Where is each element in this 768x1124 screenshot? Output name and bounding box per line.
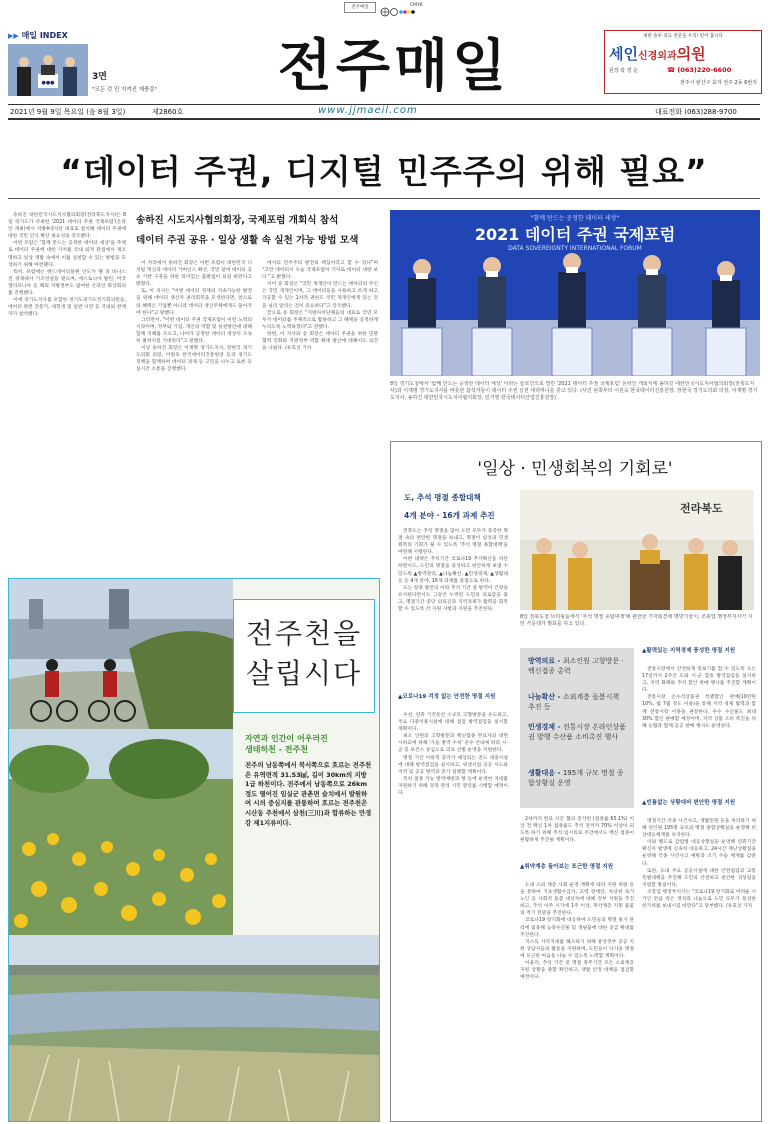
clinic-tagline: 새한 솔루 의료 전문을 우리! 믿어 봅니다 — [643, 34, 723, 39]
clinic-phone: ☎ (063)220-6600 — [667, 66, 732, 74]
index-desc: "모든 것 민 지켜진 재충몽" — [92, 87, 158, 93]
ad-body-text: 전주의 남동쪽에서 북서쪽으로 흐르는 전주천은 유역면적 31.53㎢, 길이 30km의 지방 1급 하천이다. 전주에서 남동쪽으로 26km 정도 떨어진 임실군 관촌면 슬치에서 발원하여 시의 중심지를 관통하여 흐르는 전주천은 시산동 주천에서 삼천(三川)과 합류하는 만경강 제1지류이다. — [245, 761, 372, 827]
issue-date: 2021년 9월 9일 목요일 (음 8월 3일) — [10, 108, 126, 116]
main-subhead-1: 송하진 시도지사협의회장, 국제포럼 개회식 참석 — [136, 215, 339, 226]
side-subhead-1: 도, 추석 명절 종합대책 — [404, 493, 481, 502]
masthead-title: 전주매일 — [277, 34, 511, 99]
index-page: 3면 — [92, 72, 107, 82]
cyclists-photo — [9, 579, 233, 729]
issue-number: 제2860호 — [152, 108, 184, 116]
cmyk-label: CMYK — [410, 3, 423, 8]
svg-text:●●●: ●●● — [41, 80, 55, 86]
print-tag: 전주매일 — [344, 2, 376, 13]
briefing-sign: 전라북도 — [680, 502, 723, 515]
summary-item-1: 방역의료 - 최소인원 고향방문 · 백신접종 총력 — [528, 657, 624, 675]
summary-item-2: 나눔확산 - 소외계층 돌봄시책 추진 등 — [528, 693, 620, 711]
forum-photo-caption: 8일 경기도청에서 '함께 만드는 공정한 데이터 세상' 이라는 슬로건으로 열린 '2021 데이터 주권 국제포럼' 온라인 개회식에 송하진 대한민국시도지사협의회장(전북도지사)과 이재명 경기도지사를 비롯한 참석자들이 데이터 주권 실천 세리머니를 갖고 있다. (사진 왼쪽부터 이원욱 한국데이터진흥원장, 장현국 경기도의회 의장, 이재명 경기도지사, 송하진 대한민국시도지사협의회장, 민기영 한국데이터산업진흥원장) — [390, 381, 758, 401]
briefing-photo-caption: 8일 전북도청 브리핑룸에서 '추석 명절 종합대책'에 관한한 기자회견에 명방기술이, 조봉업 행정부지사가 시민 가운데가 발표를 하고 있다. — [520, 614, 753, 627]
index-photo — [8, 44, 88, 96]
main-article-col3: 에서의 민주주의 발전의 핵심이라고 할 수 있다"며 "고만 데이터시 오늘 국제포럼이 기자로 데이터 대한 보다 "고 밝혔다. 이어 송 회장은 "국민 개개인이 만드는 데이터의 주인은 국민 개개인이며, 그 데이터들을 사용하고 쓰게 하고 가공할 수 있는 1차적 권한도 국민 개개인에게 있는 것을 널리 알리는 것이 중요하다"고 강조했다. 끝으로 송 회장은 "지방자치단체들의 대표로 국민 모두가 데이터를 주체적으로 활용하고 그 혜택을 공정하게 누리도록 노력하겠다"고 전했다. 한편, 이 지사와 송 회장은 데이터 주권을 위한 민관 협력 강화와 지방정부 역할 확대 방안에 대해서도 의견을 나눴다. /유효상 기자 — [262, 261, 378, 352]
main-headline: “데이터 주권, 디지털 민주주의 위해 필요” — [60, 152, 708, 191]
section-head-welfare: ▲취약계층 돌아보는 포근한 명절 지원 — [520, 864, 614, 870]
main-article-col1: 송하진 대한민국시도지사협의회장(전라북도지사)은 8일 경기도가 주최한 '2021 데이터 주권 국제포럼'(온라인 개최)에서 지방4대지단 대표로 참석해 데이터 주권에 대한 국민 인식 확산 필요성을 강조했다. 이번 포럼은 '함께 만드는 공정한 데이터 세상'을 주제로 데이터 주권에 대한 가치를 국내 외적 관점에서 재조명하고 일상 생활 속에서 이를 실천할 수 있는 방법을 모색하기 위해 마련됐다. 특히, 포럼에는 랜드데이터플랜 인도카 헬 피 바나스 전 경제대사 기조연설을 맡으며, 에스토니아 탈린, 미국 캘리포니아 등 해외 지방정부도 참여한 온라인 화상회의를 진행했다. 이에 경기도지사를 포함한 경기도경기도정기회의원들, 데이터 관련 전문가, 대학생 및 일반 시민 등 국내외 관계자가 참석했다. — [8, 213, 126, 318]
summary-box — [520, 648, 634, 808]
forum-photo — [390, 210, 760, 376]
section-text-covid: 우선, 연휴 기간동안 소규모 고향방문을 유도하고, 주요 다중이용시설에 대해 점검 방역점검을 실시할 계획이다. 최소 인원의 고향방문과 백신접종 완료자의 대면 시하교에 위해 '가을 방역 수칙' 준수 안내에 따라 시·군 및 보건소 중심으로 의료 선별 운영을 지원한다. 명절 기간 이용객 증가가 예상되는 전도 대중시설에 대해 방역점검을 실시하고, 위생서업 공공 시도와 지역 및 공공 방역과 증가 실행할 계획이다. 특히 접종 가능 방역예방과 행 등에 운영한 지대를 지원하기 위해 경정 관리 시민 관리를 시행할 예정이다. — [398, 713, 508, 797]
ad-subtitle: 자연과 인간이 어우러진 생태하천 - 전주천 — [245, 734, 328, 754]
middle-text: 2차까지 완료 시간 협의 증가된 (접종률 65.1%) 이상 전 백신 1차 접종률도 추석 전까지 70% 이상이 되도록 하기 위해 추석 임시의료 주간에서도 백신 접종이 원활하게 추진될 계획이다. — [520, 817, 634, 844]
summary-item-4: 생활대응 - 195개 규모 명절 종합상황실 운영 — [528, 769, 624, 787]
index-label: ▶▶ 매일 INDEX — [8, 31, 68, 40]
main-phone: 대표전화 (063)288-9700 — [655, 108, 737, 116]
banner-title: 2021 데이터 주권 국제포럼 — [474, 225, 676, 244]
date-bar-bottom-rule — [8, 118, 760, 120]
section-text-welfare: 도내 소외 계층 사회 운영 계획에 따라 지원 위원 등을 통하여 기초생활수급자, 고령 장애인, 차상위 독거노인 등 사회적 돌봄 대상자에 대해 정부 지원을 추진하고, 추석 이주 시기에 1주 이상, 취약계층 지원 물품의 적기 전달을 추진한다. 코로나19 장기화에 대응하여 도민들의 명절 물가 관리에 집중해 농축수산물 및 생필품에 대한 공급 확대를 추진한다. 지소득 사각지대를 해소하기 위해 중앙정부 공공 지원 상담사들의 활동을 지원하며, 도민들이 다가올 명절에 포근한 마음을 나눌 수 있도록 노력할 계획이다. 아울러, 추석 기간 중 명절 휴무기간 모든 소외계층 지원 상황을 종합 확인하고, 생활 안정 대책을 점검할 예정이다. — [520, 883, 634, 981]
double-arrow-icon: ▶▶ — [8, 32, 19, 40]
ad-title-line1: 전주천을 — [245, 617, 363, 650]
clinic-director: 원장 곽 경 운 — [609, 68, 638, 74]
section-text-economy: 전통시장에서 안전하게 장보기를 할 수 있도록 오는 17일까지 2주간 도와 시·군 합동 방역점검을 실시하고, 지역 화폐와 추석 할인 판매 행사를 추진할 계획이다. 전통시장 온누리상품권 특별할인 판매(10만원 10%, 월 7월 정도 이용)을 통해 지역 경제 활력과 함께 전통시장 이용을 권장한다. 우수 수산물도 최대 30% 할인 판매할 예정이며, 지역 상품 소비 촉진을 위해 농협과 함께 공공 판매 행사도 운영한다. — [642, 667, 756, 729]
flowers-photo — [9, 729, 233, 935]
side-headline: '일상 · 민생회복의 기회로' — [477, 459, 673, 479]
ad-title-box — [233, 599, 375, 713]
river-photo — [9, 935, 379, 1121]
banner-english: DATA SOVEREIGNTY INTERNATIONAL FORUM — [508, 245, 642, 252]
site-url[interactable]: www.jjmaeil.com — [318, 105, 418, 116]
briefing-photo — [520, 490, 754, 610]
ad-title-line2: 살립시다 — [245, 657, 363, 690]
section-head-covid: ▲코로나19 걱정 없는 안전한 명절 지원 — [398, 694, 496, 700]
main-subhead-2: 데이터 주권 공유 · 일상 생활 속 실천 가능 방법 모색 — [136, 235, 359, 246]
river-campaign-ad — [8, 578, 380, 1122]
section-head-readiness: ▲빈틈없는 상황대비 편안한 명절 지원 — [642, 800, 736, 806]
side-intro-text: 전북도는 추석 명절을 맞아 도민 모두가 풍족한 명절 속의 편안한 명절을 보내고, 명절이 일상과 민생 회복의 기회가 될 수 있도록 '추석 명절 종합대책'을 마련해 시행한다. 이번 대책은 추석기간 코로나19 추가확산을 차단하면서도, 도민의 명절을 풍성하고 편안하게 보낼 수 있도록 ▲방역관리, ▲나눔확산, ▲민생경제, ▲생활대응 등 4개 분야, 16개 과제를 중점으로 한다. 도는 장축 발전의 이따 추석 기간 중 방역이 긴장을 유지한다면서도 그동안 누적된 도민의 피로감을 풀고, 명절기간 중단 의료진과 지역경제가 활력을 회복할 수 있도록 각 지원 사항과 지원을 추진한다. — [398, 529, 508, 613]
section-head-economy: ▲활력있는 지역경제 풍성한 명절 지원 — [642, 648, 736, 654]
banner-slogan: "함께 만드는 공정한 데이터 세상" — [530, 215, 620, 222]
clinic-address: 전주시 완산구 효자 전주 2동 6번지 — [679, 80, 757, 86]
clinic-name: 세인신경외과의원 — [609, 45, 706, 63]
clinic-ad — [604, 30, 762, 94]
headline-rule — [8, 198, 760, 199]
summary-item-3: 민생경제 - 전통시장 온라인상품권 발행 수산품 소비촉진 행사 — [528, 723, 626, 741]
side-subhead-2: 4개 분야 · 16개 과제 추진 — [404, 511, 495, 520]
main-article-col2: 이 자리에서 송하진 회장은 이번 포럼이 대한민국 디지털 혁신과 데이터 거버넌스 확산, 국민 참여 데이터 공유 기반 구축을 위한 의미있는 출발점이 되길 바란다고 밝혔다. 또, 이 지사는 "이번 데이터 경제의 지속가능한 발전을 위해 데이터 생산자 권리회복을 모색한다면, 앞으로의 혜택은 기업뿐 아니라 데이터 생산주체에게도 돌아가야 한다"고 말했다. 그러면서, "이번 데이터 주권 국제포럼이 이런 노력의 시작이며, 정부와 기업, 개인의 역할 및 실천방안에 대해 함께 지혜를 모으고, 나아가 공정한 데이터 세상이 조속히 펼쳐지길 기대한다"고 말했다. 이날 송하진 회장은 이재명 경기도지사, 장현국 경기도의회 의장, 이원욱 한국데이터진흥원장 등과 경기도 정책을 함께하며 데이터 경제 등 고민을 나누고 토론 등 실시간 소통을 진행했다. — [136, 261, 252, 373]
section-text-readiness: 명절기간 각종 사건사고, 생활민원 등을 처리하기 위해 연인원 195명 규모의 명절 종합상황실을 운영해 비상대응체계를 유지한다. 이와 별도로 감염병 대응상황실을 운영해 연휴기간 확진자 발생에 신속히 대응하고, 24시간 재난상황실을 운영해 각종 사건사고 예방과 조기 수습 체계를 갖춘다. 또한, 도내 주요 공공시설에 대한 안전점검과 교통 특별대책을 추진해 도민의 안전하고 편안한 귀성길을 지원할 방침이다. 조봉업 행정부지사는 "코로나19 장기화로 어려운 시기인 만큼 작은 정성과 나눔으로 도민 모두가 풍성한 한가위를 보내시길 바란다"고 당부했다. /유효상 기자 — [642, 819, 756, 910]
